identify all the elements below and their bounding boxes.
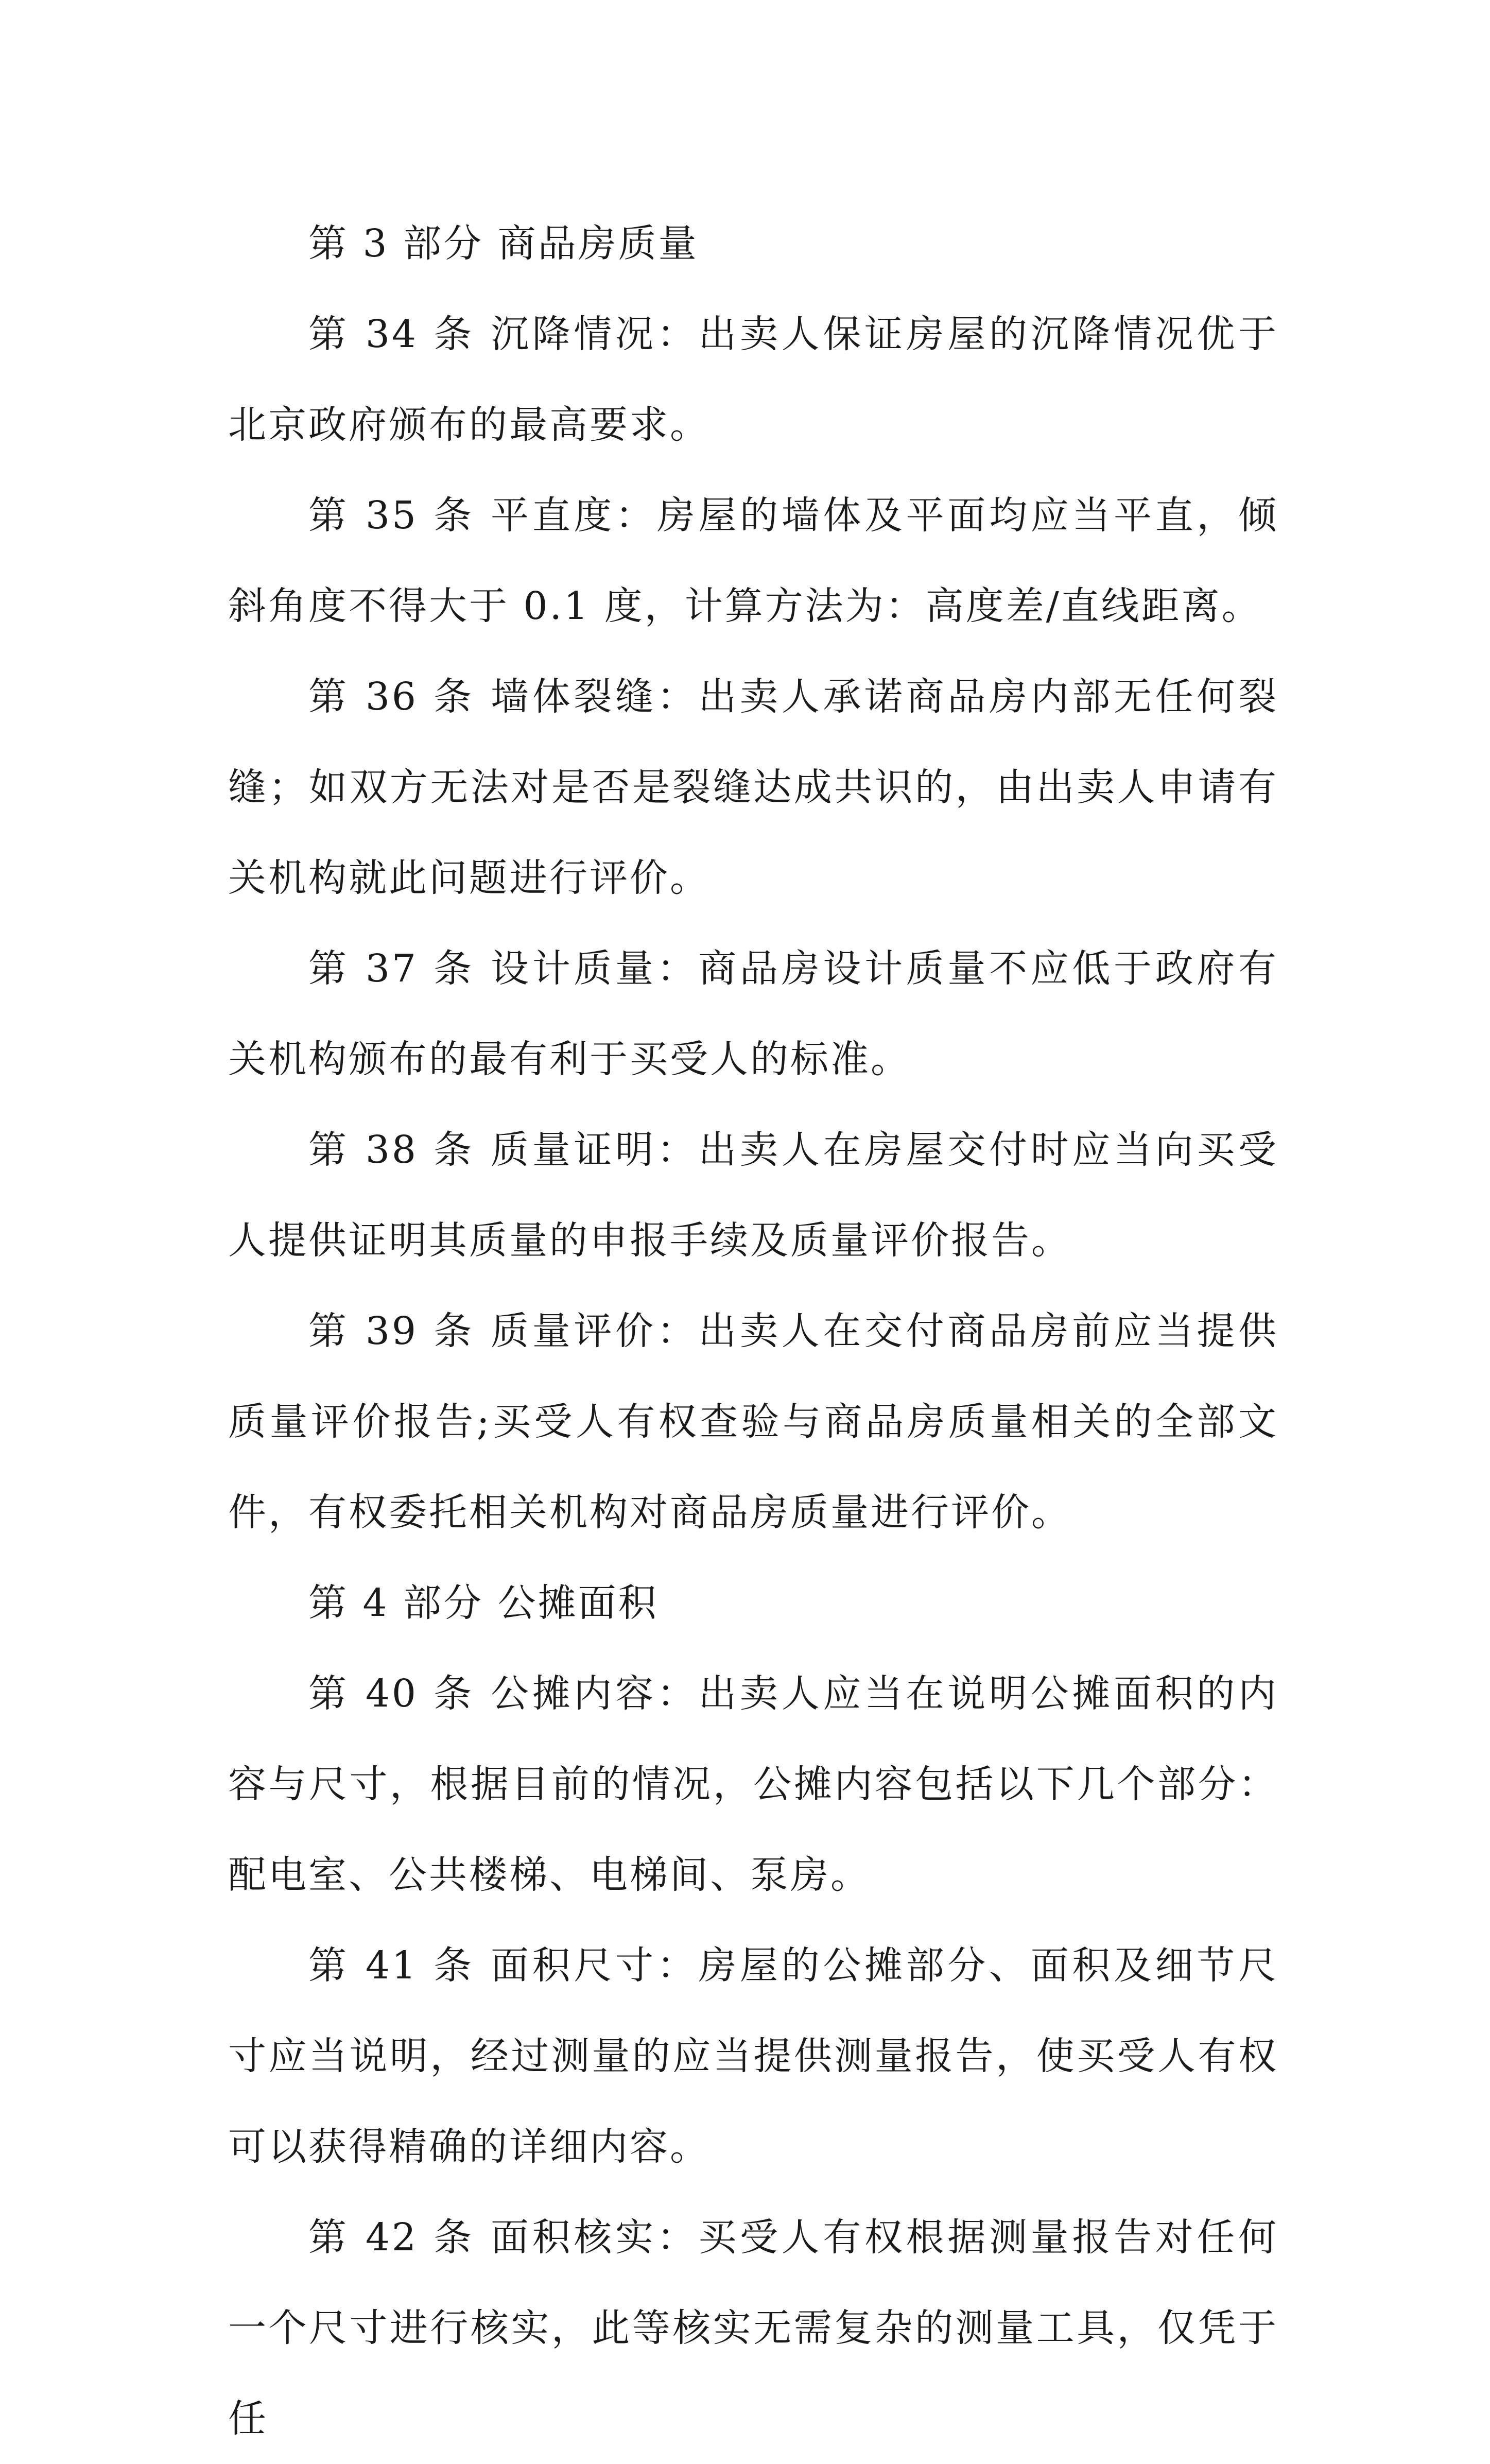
section-heading-part-3: 第 3 部分 商品房质量 bbox=[308, 221, 699, 266]
article-34-settlement: 第 34 条 沉降情况：出卖人保证房屋的沉降情况优于北京政府颁布的最高要求。 bbox=[228, 312, 1278, 447]
section-heading-part-4: 第 4 部分 公摊面积 bbox=[308, 1581, 659, 1625]
article-39-quality-evaluation: 第 39 条 质量评价：出卖人在交付商品房前应当提供质量评价报告;买受人有权查验与商品房质量相关的全部文件，有权委托相关机构对商品房质量进行评价。 bbox=[228, 1309, 1278, 1535]
article-42-area-verification: 第 42 条 面积核实：买受人有权根据测量报告对任何一个尺寸进行核实，此等核实无需复杂的测量工具，仅凭于任 bbox=[228, 2215, 1278, 2441]
article-41-area-dimensions: 第 41 条 面积尺寸：房屋的公摊部分、面积及细节尺寸应当说明，经过测量的应当提供测量报告，使买受人有权可以获得精确的详细内容。 bbox=[228, 1943, 1278, 2169]
article-36-wall-cracks: 第 36 条 墙体裂缝：出卖人承诺商品房内部无任何裂缝；如双方无法对是否是裂缝达成共识的，由出卖人申请有关机构就此问题进行评价。 bbox=[228, 675, 1278, 900]
document-body bbox=[228, 198, 1278, 2464]
article-37-design-quality: 第 37 条 设计质量：商品房设计质量不应低于政府有关机构颁布的最有利于买受人的标准。 bbox=[228, 946, 1278, 1081]
article-38-quality-certificate: 第 38 条 质量证明：出卖人在房屋交付时应当向买受人提供证明其质量的申报手续及质量评价报告。 bbox=[228, 1128, 1278, 1263]
article-35-flatness: 第 35 条 平直度：房屋的墙体及平面均应当平直，倾斜角度不得大于 0.1 度，计算方法为：高度差/直线距离。 bbox=[228, 493, 1278, 628]
article-40-shared-content: 第 40 条 公摊内容：出卖人应当在说明公摊面积的内容与尺寸，根据目前的情况，公摊内容包括以下几个部分：配电室、公共楼梯、电梯间、泵房。 bbox=[228, 1672, 1278, 1897]
